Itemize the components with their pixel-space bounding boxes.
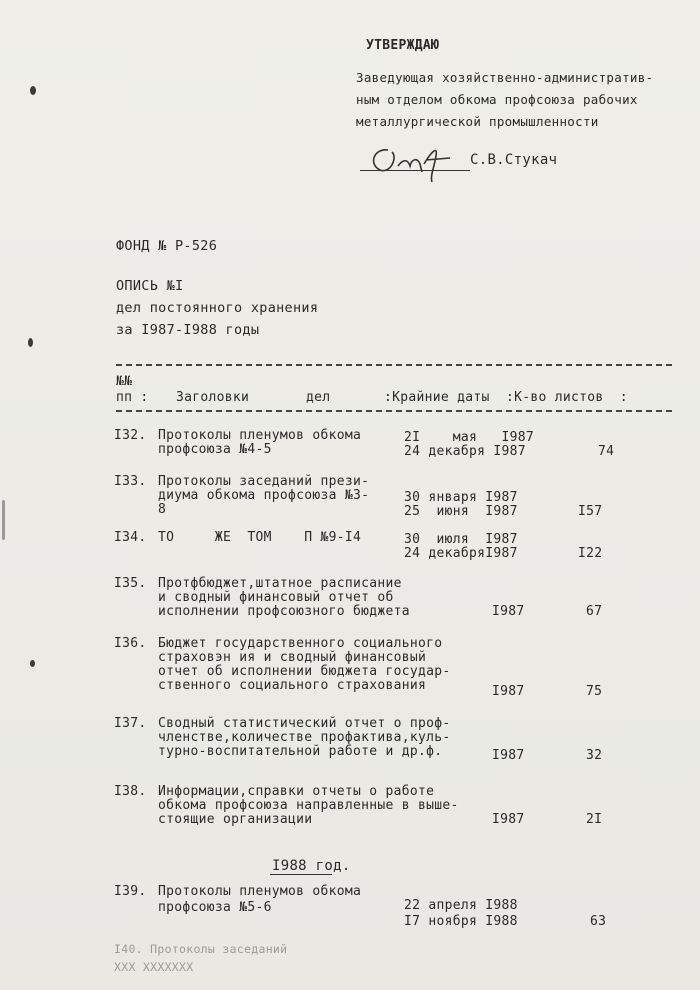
scan-mark [30,660,35,667]
scan-mark [28,338,33,347]
header-num-top: №№ [116,374,133,389]
faded-entry: I40. Протоколы заседаний [114,942,288,956]
entry-date: I987 [492,604,525,619]
entry-title: профсоюза №5-6 [158,900,272,915]
entry-title: ственного социального страхования [158,678,427,693]
entry-title: отчет об исполнении бюджета государ- [158,664,451,679]
approval-heading: УТВЕРЖДАЮ [366,38,440,53]
opis-line: дел постоянного хранения [116,300,319,316]
entry-sheets: 75 [586,684,603,699]
faded-entry: ХХХ ХХХХХХХ [114,960,194,974]
scan-mark [30,86,36,95]
entry-number: I33. [114,474,147,489]
entry-title: турно-воспитательной работе и др.ф. [158,744,443,759]
entry-title: и сводный финансовый отчет об [158,590,394,605]
opis-title: ОПИСЬ №I [116,278,184,294]
header-dates: :Крайние даты [384,390,490,405]
entry-date: 2I мая I987 [404,430,535,445]
entry-title: Информации,справки отчеты о работе [158,784,435,799]
entry-number: I36. [114,636,147,651]
entry-title: Бюджет государственного социального [158,636,443,651]
entry-date: 30 июля I987 [404,532,518,547]
entry-title: диума обкома профсоюза №3- [158,488,370,503]
header-num: пп : [116,390,149,405]
entry-sheets: 2I [586,812,603,827]
year-heading: I988 год. [272,858,351,874]
entry-date: 30 января I987 [404,490,518,505]
entry-number: I32. [114,428,147,443]
entry-number: I34. [114,530,147,545]
entry-number: I39. [114,884,147,899]
entry-title: Протоколы заседаний прези- [158,474,370,489]
signature [360,136,470,186]
entry-title: страховэн ия и сводный финансовый [158,650,427,665]
entry-title: Протоколы пленумов обкома [158,884,362,899]
entry-title: стоящие организации [158,812,313,827]
entry-date: I987 [492,684,525,699]
entry-title: профсоюза №4-5 [158,442,272,457]
signatory-name: С.В.Стукач [470,152,558,168]
entry-title: Сводный статистический отчет о проф- [158,716,451,731]
entry-title: 8 [158,502,167,517]
approval-line: металлургической промышленности [356,114,599,129]
entry-date: 25 июня I987 [404,504,518,519]
entry-date: 24 декабряI987 [404,546,518,561]
entry-date: I987 [492,812,525,827]
header-sheets: :К-во листов : [506,390,628,405]
entry-sheets: 63 [590,914,607,929]
signature-line [360,170,470,171]
entry-title: исполнении профсоюзного бюджета [158,604,410,619]
approval-line: ным отделом обкома профсоюза рабочих [356,92,638,107]
entry-number: I37. [114,716,147,731]
approval-line: Заведующая хозяйственно-административ- [356,70,654,85]
header-titles: Заголовки дел [176,390,331,405]
scan-mark [2,500,5,540]
entry-title: обкома профсоюза направленные в выше- [158,798,459,813]
year-underline [270,874,332,875]
entry-date: I987 [492,748,525,763]
entry-number: I35. [114,576,147,591]
opis-line: за I987-I988 годы [116,322,260,338]
entry-sheets: 74 [598,444,615,459]
entry-date: 24 декабря I987 [404,444,526,459]
fond-number: ФОНД № Р-526 [116,238,218,254]
entry-sheets: 32 [586,748,603,763]
dashed-separator [116,410,672,412]
entry-number: I38. [114,784,147,799]
entry-date: 22 апреля I988 [404,898,518,913]
entry-date: I7 ноября I988 [404,914,518,929]
entry-sheets: I22 [578,546,603,561]
entry-title: Протоколы пленумов обкома [158,428,362,443]
dashed-separator [116,364,672,366]
entry-title: ТО ЖЕ ТОМ П №9-I4 [158,530,362,545]
entry-title: Протфбюджет,штатное расписание [158,576,402,591]
entry-sheets: 67 [586,604,603,619]
entry-sheets: I57 [578,504,603,519]
entry-title: членстве,количестве профактива,куль- [158,730,451,745]
